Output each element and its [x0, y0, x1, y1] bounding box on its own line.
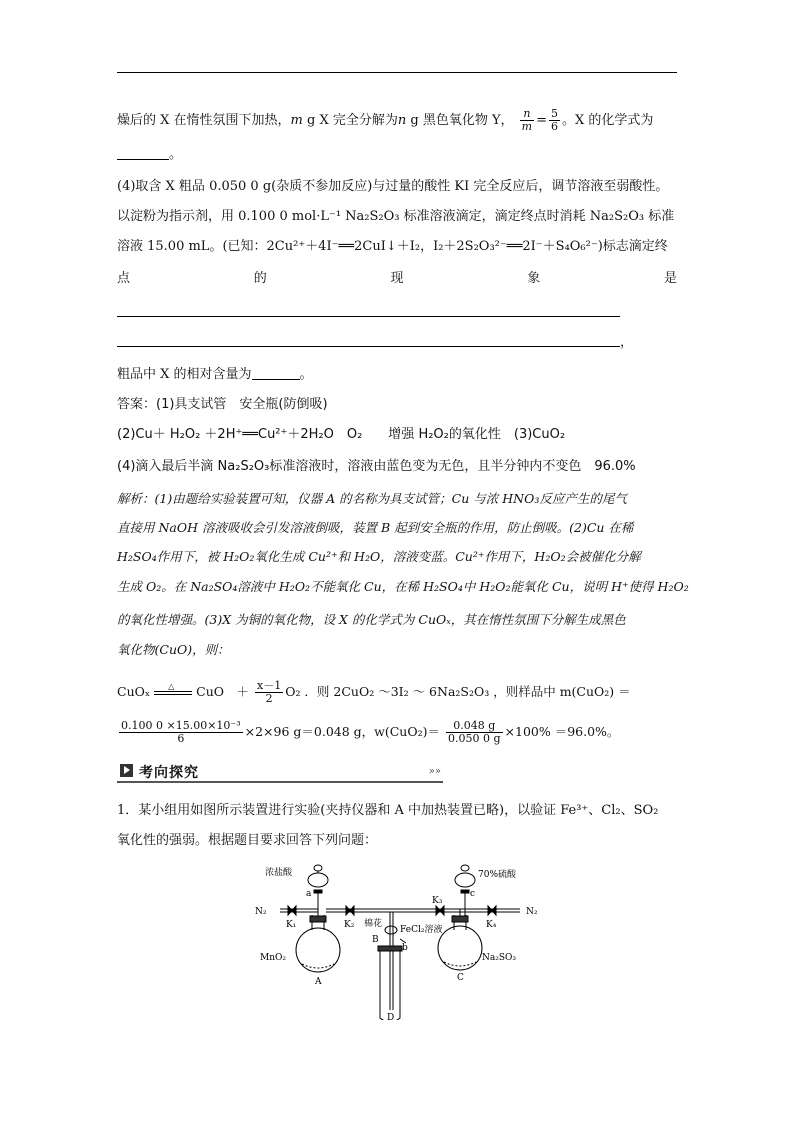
explanation-6: 氧化物(CuO)，则：: [117, 642, 230, 657]
q4-line-2: 以淀粉为指示剂，用 0.100 0 mol·L⁻¹ Na₂S₂O₃ 标准溶液滴定，滴定终点时消耗 Na₂S₂O₃ 标准: [117, 209, 675, 224]
section-header: [117, 761, 443, 783]
fraction-x-minus-1-over-2: $\frac{x-1}{2}$: [257, 679, 282, 705]
q1-line-1: 1．某小组用如图所示装置进行实验(夹持仪器和 A 中加热装置已略)，以验证 Fe³⁺、Cl₂、SO₂: [117, 803, 659, 818]
label-mno2: MnO₂: [260, 953, 286, 963]
q1-line-2: 氧化性的强弱。根据题目要求回答下列问题：: [117, 833, 378, 848]
answer-1: 答案：(1)具支试管 安全瓶(防倒吸): [117, 397, 328, 412]
label-cotton: 棉花: [364, 919, 383, 929]
explanation-2: 直接用 NaOH 溶液吸收会引发溶液倒吸，装置 B 起到安全瓶的作用，防止倒吸。(2)Cu 在稀: [117, 520, 634, 535]
heating-arrow: △: [154, 687, 192, 699]
label-fecl2: FeCl₂溶液: [400, 925, 443, 935]
answer-3: (4)滴入最后半滴 Na₂S₂O₃标准溶液时，溶液由蓝色变为无色，且半分钟内不变色 96.0%: [117, 459, 636, 474]
label-B: B: [372, 935, 379, 945]
q4-line-1: (4)取含 X 粗品 0.050 0 g(杂质不参加反应)与过量的酸性 KI 完全反应后，调节溶液至弱酸性。: [117, 179, 669, 194]
answer-blank: [117, 147, 169, 160]
label-h2so4: 70%硫酸: [478, 870, 517, 880]
q4-comma: ，: [620, 335, 634, 350]
calc-line-2: $\frac{\text{0.100 0 ×15.00×10⁻³}}{6}$ ×2×96 g＝0.048 g，w(CuO₂)＝ $\frac{0.048 g}{0.050 0 g}$ ×100% ＝96.0%。: [121, 719, 620, 745]
explanation-1: 解析：(1)由题给实验装置可知，仪器 A 的名称为具支试管；Cu 与浓 HNO₃反应产生的尾气: [117, 491, 627, 506]
explanation-5: 的氧化性增强。(3)X 为铜的氧化物，设 X 的化学式为 CuOₓ，其在惰性氛围下分解生成黑色: [117, 612, 626, 627]
answer-2: (2)Cu＋ H₂O₂ ＋2H⁺══Cu²⁺＋2H₂O O₂ 增强 H₂O₂的氧化性 (3)CuO₂: [117, 427, 566, 442]
fraction-moles: $\frac{\text{0.100 0 ×15.00×10⁻³}}{6}$: [121, 719, 241, 745]
q4-line-3: 溶液 15.00 mL。(已知：2Cu²⁺＋4I⁻══2CuI↓＋I₂，I₂＋2S₂O₃²⁻══2I⁻＋S₄O₆²⁻)标志滴定终: [117, 239, 668, 254]
q3-line-1: 燥后的 X 在惰性氛围下加热，m g X 完全分解为n g 黑色氧化物 Y， $\frac{n}{m}$ = $\frac{5}{6}$ 。X 的化学式为: [117, 107, 654, 133]
section-title: 考向探究: [139, 765, 199, 781]
apparatus-diagram: [250, 860, 550, 1020]
label-b: b: [402, 943, 408, 953]
header-rule: [117, 72, 677, 73]
label-k1: K₁: [286, 920, 297, 930]
q4-line-5: 粗品中 X 的相对含量为 。: [117, 367, 313, 382]
double-chevron-icon: »»: [428, 766, 441, 777]
label-k2: K₂: [344, 920, 355, 930]
calc-line-1: CuOₓ △ CuO ＋ $\frac{x-1}{2}$ O₂ ．则 2CuO₂ ～3I₂ ～ 6Na₂S₂O₃ ，则样品中 m(CuO₂) ＝: [117, 679, 631, 705]
answer-line-2: [117, 346, 620, 347]
fraction-n-over-m: $\frac{n}{m}$: [521, 107, 533, 133]
play-icon: [120, 764, 133, 777]
label-k4: K₄: [486, 920, 497, 930]
fraction-mass: $\frac{0.048 g}{0.050 0 g}$: [447, 719, 501, 745]
label-na2so3: Na₂SO₃: [482, 953, 517, 963]
label-hcl: 浓盐酸: [265, 868, 293, 878]
label-A: A: [315, 977, 322, 987]
q3-line-2: 。: [117, 146, 182, 164]
answer-line-1: [117, 316, 620, 317]
label-C: C: [457, 973, 464, 983]
label-c: c: [470, 889, 476, 899]
label-D: D: [387, 1013, 395, 1020]
label-n2-left: N₂: [255, 907, 267, 917]
explanation-4: 生成 O₂。在 Na₂SO₄溶液中 H₂O₂不能氧化 Cu，在稀 H₂SO₄中 H₂O₂能氧化 Cu，说明 H⁺使得 H₂O₂: [117, 579, 689, 594]
fraction-5-over-6: $\frac{5}{6}$: [551, 107, 559, 133]
q4-line-4: 点 的 现 象 是: [117, 271, 677, 286]
label-a: a: [306, 889, 312, 899]
explanation-3: H₂SO₄作用下，被 H₂O₂氧化生成 Cu²⁺和 H₂O，溶液变蓝。Cu²⁺作用下，H₂O₂会被催化分解: [117, 549, 641, 564]
label-k3: K₃: [432, 896, 443, 906]
label-n2-right: N₂: [526, 907, 538, 917]
